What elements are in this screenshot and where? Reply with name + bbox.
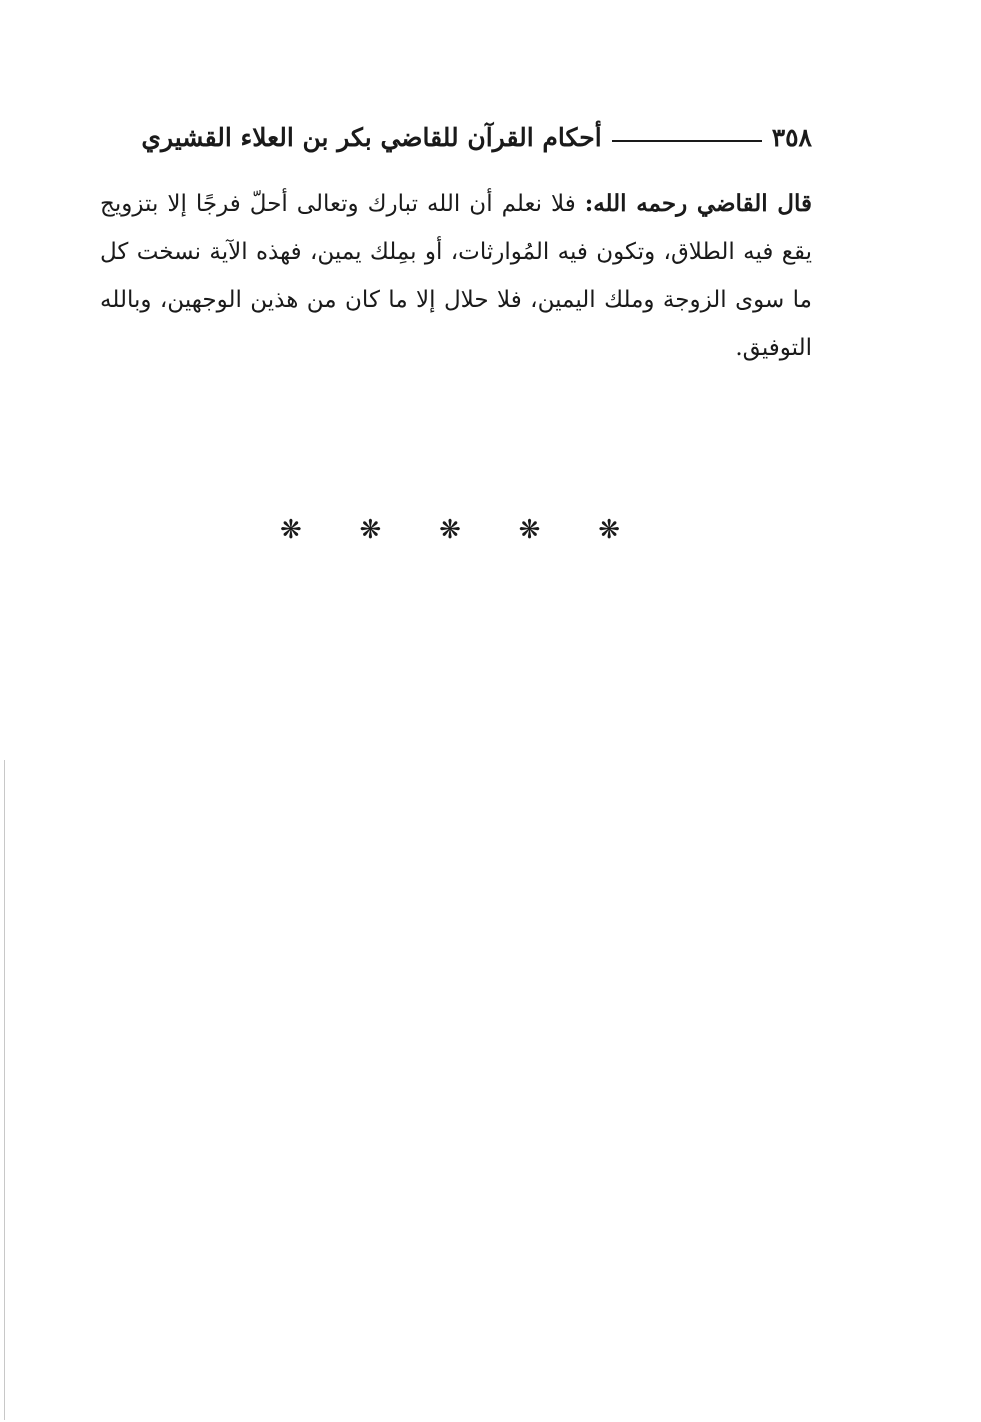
asterism-icon: ❋: [439, 515, 461, 545]
section-separator: [280, 515, 620, 545]
asterism-icon: ❋: [280, 515, 302, 545]
asterism-icon: ❋: [518, 515, 541, 545]
header-rule: [612, 140, 762, 142]
body-paragraph: [100, 180, 812, 372]
page-number: ٣٥٨: [771, 122, 812, 152]
scan-edge-line: [4, 760, 5, 1420]
asterism-icon: ❋: [598, 515, 620, 545]
page-header: [100, 112, 812, 162]
speaker-label: قال القاضي رحمه الله:: [584, 190, 812, 217]
running-title: أحكام القرآن للقاضي بكر بن العلاء القشيري: [141, 122, 602, 152]
paragraph-text: فلا نعلم أن الله تبارك وتعالى أحلّ فرجًا إلا بتزويج يقع فيه الطلاق، وتكون فيه المُوارثات، أو بمِلك يمين، فهذه الآية نسخت كل ما سوى الزوجة وملك اليمين، فلا حلال إلا ما كان من هذين الوجهين، وبالله التوفيق.: [100, 191, 812, 361]
asterism-icon: ❋: [359, 515, 382, 545]
